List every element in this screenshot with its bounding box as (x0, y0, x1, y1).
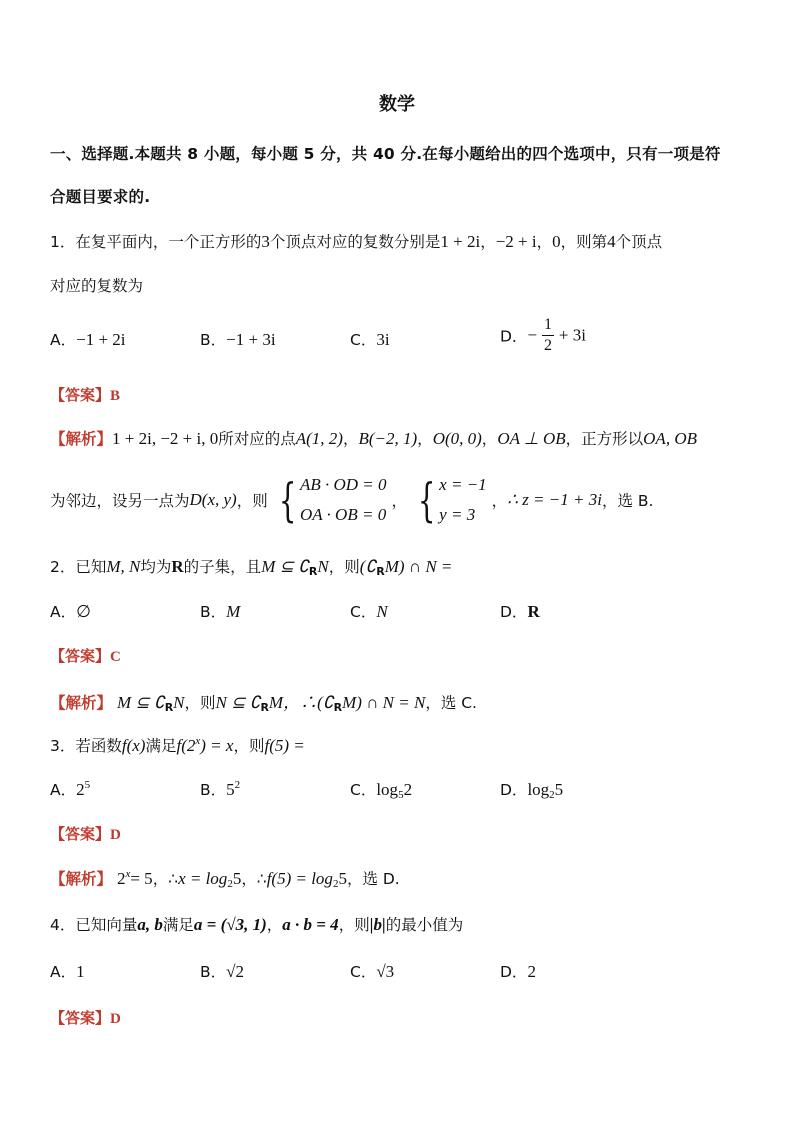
superscript: x (125, 868, 131, 880)
math: R (171, 557, 184, 576)
option-value: 1 (76, 962, 85, 981)
option-label: D． (500, 603, 528, 621)
answer-value: B (110, 388, 121, 404)
option-label: B． (200, 331, 227, 349)
option-value: M (226, 602, 241, 621)
option-value: 5 (226, 780, 235, 799)
text: ，则 (338, 916, 370, 934)
q4-option-d (500, 960, 536, 982)
subscript: R (308, 565, 318, 578)
q1-stem-line1: 1．在复平面内，一个正方形的3个顶点对应的复数分别是1 + 2i，−2 + i，0，则第4个顶点 (50, 232, 663, 251)
subscript: R (260, 701, 269, 714)
page-title: 数学 (379, 94, 415, 115)
equation: y = 3 (439, 505, 476, 524)
math: a, b (137, 915, 163, 934)
option-label: A． (50, 781, 77, 799)
left-brace: { (417, 473, 436, 527)
option-value: N (376, 602, 388, 621)
option-sign: − (527, 325, 538, 345)
q1-stem-b: 个顶点对应的复数分别是 (269, 233, 441, 251)
math: a = (√3, 1) (193, 915, 267, 934)
text: 的最小值为 (385, 916, 464, 934)
explanation-label: 【解析】 (50, 430, 113, 448)
math: 5 (232, 869, 242, 888)
subscript: 5 (398, 789, 404, 801)
option-value: + 3i (558, 325, 586, 345)
option-value: 3i (376, 330, 390, 349)
q4-option-b (200, 960, 244, 982)
math: f(5) = (264, 736, 305, 755)
q4-stem (50, 913, 463, 935)
answer-label: 【答案】 (50, 1009, 111, 1027)
text: ， (491, 492, 508, 510)
text: ， (417, 430, 433, 448)
option-value: 2 (403, 780, 413, 799)
q3-option-d (500, 778, 563, 801)
answer-value: D (110, 827, 121, 843)
math: M) ∩ N = N (342, 693, 426, 712)
option-label: D． (500, 963, 528, 981)
text: 满足 (162, 916, 194, 934)
math: N (317, 557, 329, 576)
q3-stem (50, 734, 305, 756)
option-value: 2 (76, 780, 85, 799)
option-label: A． (50, 963, 77, 981)
option-value: 2 (527, 962, 536, 981)
explanation-label: 【解析】 (50, 870, 113, 888)
math: ∴ z = −1 + 3i (507, 490, 602, 509)
option-label: C． (350, 781, 377, 799)
math: A(1, 2) (295, 429, 343, 448)
math: f(2 (176, 736, 196, 755)
option-label: C． (350, 603, 377, 621)
option-value: ∅ (76, 602, 91, 621)
math: M) ∩ N = (384, 557, 453, 576)
q2-option-a (50, 600, 91, 622)
text: ，∴ (241, 870, 267, 888)
q1-number-3: 3 (261, 232, 270, 251)
q1-option-d (500, 315, 586, 356)
text: ，正方形以 (565, 430, 644, 448)
q3-option-a (50, 778, 90, 800)
math: ) = x (200, 736, 234, 755)
subscript: 2 (332, 878, 339, 890)
option-label: A． (50, 331, 77, 349)
q2-option-d (500, 600, 540, 622)
math: x = log (178, 869, 228, 888)
option-label: D． (500, 327, 528, 346)
fraction-one-half (542, 315, 554, 356)
option-label: B． (200, 603, 227, 621)
text: ，∴ (152, 870, 179, 888)
text: ， (266, 916, 283, 934)
q1-stem-c: ，则第 (560, 233, 608, 251)
text: ，则 (184, 694, 216, 712)
option-label: A． (50, 603, 77, 621)
text: ，选 D. (346, 870, 400, 888)
equation: OA · OB = 0 (299, 505, 387, 524)
q2-option-c (350, 600, 388, 622)
math: 5 (338, 869, 347, 888)
left-brace: { (278, 473, 297, 527)
section-heading-line1: 一、选择题.本题共 8 小题，每小题 5 分，共 40 分.在每小题给出的四个选项中，只有一项是符 (50, 145, 721, 163)
superscript: x (195, 735, 201, 747)
q1-z3: 0 (552, 232, 561, 251)
text: ， (481, 430, 498, 448)
superscript: 5 (84, 779, 91, 791)
option-value: 5 (554, 780, 564, 799)
math: N ⊆ ∁ (215, 693, 261, 712)
q2-answer (50, 645, 121, 666)
answer-label: 【答案】 (50, 386, 111, 404)
subscript: R (376, 565, 385, 578)
option-value: √3 (376, 962, 395, 981)
math: M ⊆ ∁ (261, 557, 309, 576)
answer-value: C (110, 649, 121, 665)
text: 的子集，且 (183, 558, 262, 576)
option-label: C． (350, 331, 377, 349)
text: ，则 (328, 558, 360, 576)
text: 所对应的点 (218, 430, 296, 448)
math: M, N (106, 557, 141, 576)
q3-answer (50, 823, 121, 844)
q3-option-b (200, 778, 240, 800)
text: ，则 (233, 737, 265, 755)
text: ，选 C. (425, 694, 477, 712)
math: B(−2, 1) (358, 429, 418, 448)
subscript: 2 (227, 878, 233, 890)
q1-number-4: 4 (607, 232, 616, 251)
q2-option-b (200, 600, 240, 622)
option-value: −1 + 2i (76, 330, 126, 349)
equation-system-vectors (273, 470, 387, 530)
subscript: 2 (549, 789, 555, 801)
text: ，则 (236, 492, 268, 510)
text: 为邻边，设另一点为 (50, 492, 190, 510)
q1-stem-line2: 对应的复数为 (50, 277, 144, 295)
text: ， (342, 430, 359, 448)
q1-z2: −2 + i (495, 232, 537, 251)
q3-option-c (350, 778, 412, 801)
q2-stem (50, 555, 452, 578)
q2-explanation (50, 688, 477, 714)
superscript: 2 (234, 779, 241, 791)
option-value: log (527, 780, 550, 799)
q4-option-c (350, 960, 394, 982)
option-value: −1 + 3i (226, 330, 276, 349)
math: (∁ (359, 557, 377, 576)
q1-z1: 1 + 2i (440, 232, 481, 251)
math: 2 (116, 869, 126, 888)
text: ，选 B. (601, 492, 654, 510)
math: M ⊆ ∁ (116, 693, 165, 712)
math: f(5) = log (266, 869, 333, 888)
section-heading-line2: 合题目要求的. (50, 188, 151, 206)
option-label: C． (350, 963, 377, 981)
q1-stem-a: 1．在复平面内，一个正方形的 (50, 233, 262, 251)
option-label: B． (200, 963, 227, 981)
q1-stem-d: 个顶点 (615, 233, 663, 251)
math: ，∴(∁ (283, 693, 334, 712)
text: 4．已知向量 (50, 916, 138, 934)
answer-label: 【答案】 (50, 647, 111, 665)
math: O(0, 0) (432, 429, 482, 448)
q4-option-a (50, 960, 85, 982)
math: a · b = 4 (282, 915, 339, 934)
q1-explanation-line2: 为邻边，设另一点为D(x, y)，则 { AB · OD = 0 OA · OB = 0 ， { x = −1 y = 3 ，∴ z = −1 + 3i，选 B. (50, 470, 653, 530)
math: |b| (369, 915, 386, 934)
math: OA, OB (643, 429, 697, 448)
math: D(x, y) (189, 490, 237, 509)
q1-answer (50, 384, 120, 405)
equation: AB · OD = 0 (299, 475, 387, 494)
text: 3．若函数 (50, 737, 122, 755)
math: M (268, 693, 284, 712)
answer-label: 【答案】 (50, 825, 111, 843)
math: N (173, 693, 185, 712)
q1-option-c (350, 328, 390, 350)
math: = 5 (130, 869, 153, 888)
subscript: R (164, 701, 174, 714)
q3-explanation (50, 867, 400, 890)
answer-value: D (110, 1011, 121, 1027)
math: 1 + 2i, −2 + i, 0 (112, 429, 219, 448)
fraction-numerator: 1 (542, 315, 554, 336)
text: 满足 (145, 737, 177, 755)
equation: x = −1 (439, 475, 487, 494)
math: f(x) (121, 736, 146, 755)
text: 均为 (140, 558, 172, 576)
fraction-denominator: 2 (543, 337, 552, 354)
option-value: √2 (226, 962, 244, 981)
text: 2．已知 (50, 558, 107, 576)
q1-explanation-line1 (50, 427, 697, 449)
option-label: B． (200, 781, 227, 799)
option-value: log (376, 780, 399, 799)
q1-option-a (50, 328, 126, 350)
q4-answer (50, 1007, 121, 1028)
option-label: D． (500, 781, 528, 799)
explanation-label: 【解析】 (50, 694, 113, 712)
equation-system-xy (412, 470, 487, 530)
q1-option-b (200, 328, 276, 350)
subscript: R (333, 701, 343, 714)
option-value: R (527, 602, 540, 621)
math: OA ⊥ OB (497, 429, 566, 448)
